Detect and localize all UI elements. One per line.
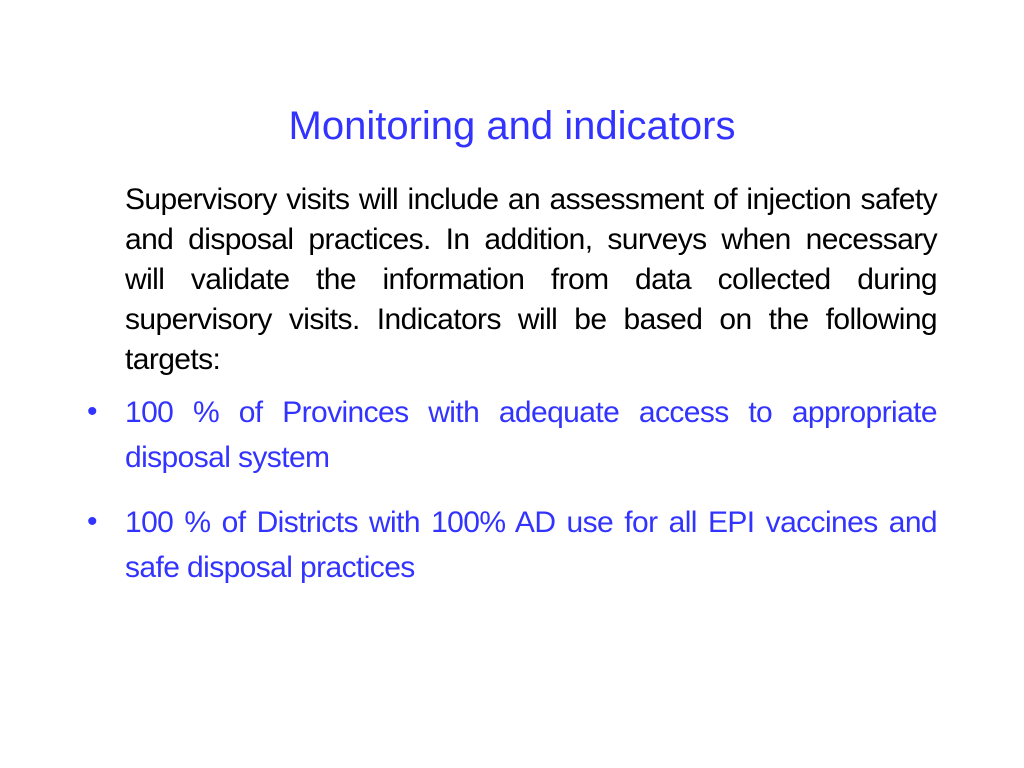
bullet-text: 100 % of Provinces with adequate access to appropriate disposal system [125,396,937,474]
intro-paragraph: Supervisory visits will include an assessment of injection safety and disposal practices. In addition, surveys when necessary will validate the information from data collected during supervisory visits. Indicators will be based on the following targets: [125,183,937,376]
bullet-text: 100 % of Districts with 100% AD use for all EPI vaccines and safe disposal practices [125,506,937,584]
list-item [87,390,937,480]
bullet-icon: • [87,395,98,428]
target-list [87,390,937,590]
slide-body [87,180,937,610]
slide-title: Monitoring and indicators [288,104,736,148]
bullet-icon: • [87,505,98,538]
list-item [87,500,937,590]
